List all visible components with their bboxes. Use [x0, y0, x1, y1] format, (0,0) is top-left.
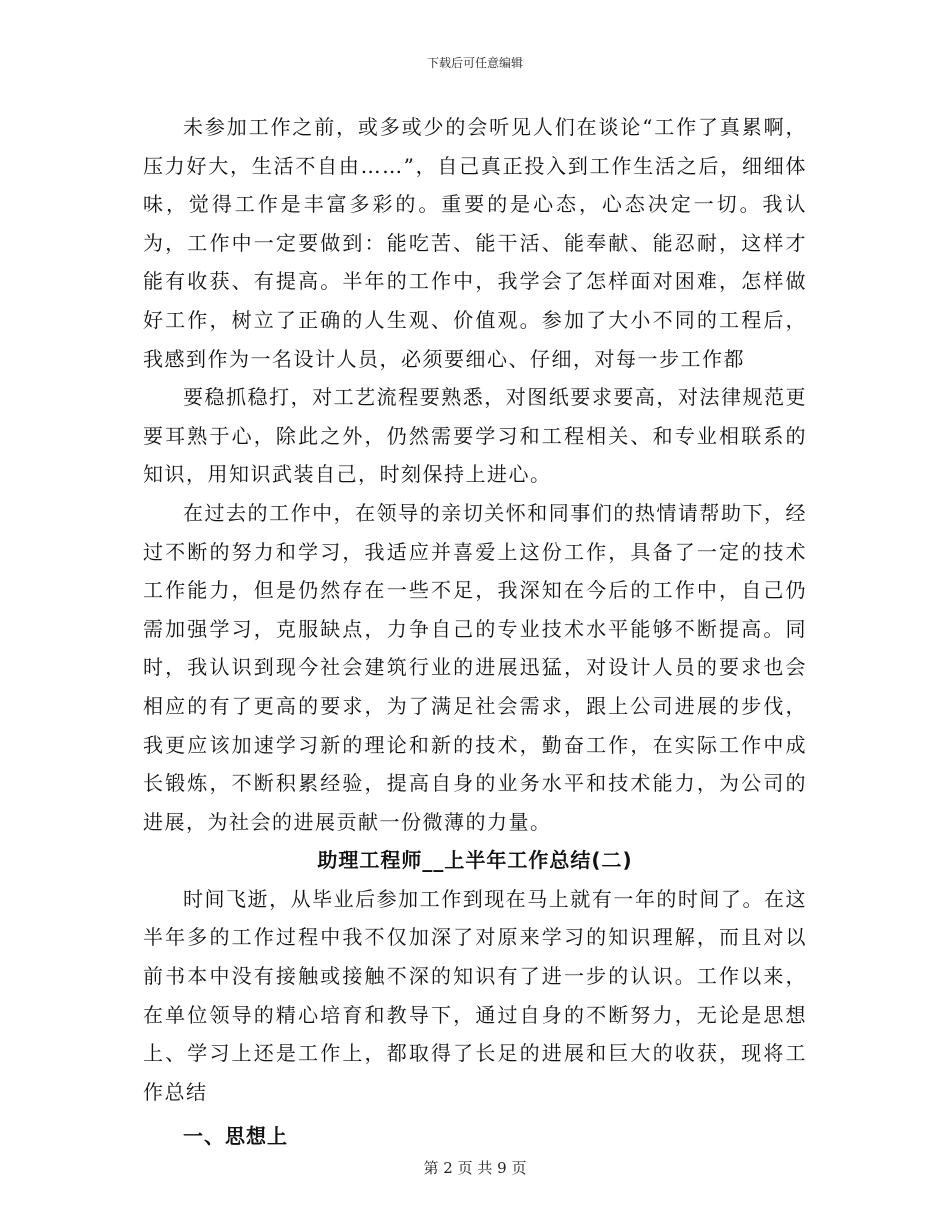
paragraph-3: 在过去的工作中，在领导的亲切关怀和同事们的热情请帮助下，经过不断的努力和学习，我适应并喜爱上这份工作，具备了一定的技术工作能力，但是仍然存在一些不足，我深知在今后的工作中，自己仍需加强学习，克服缺点，力争自己的专业技术水平能够不断提高。同时，我认识到现今社会建筑行业的进展迅猛，对设计人员的要求也会相应的有了更高的要求，为了满足社会需求，跟上公司进展的步伐，我更应该加速学习新的理论和新的技术，勤奋工作，在实际工作中成长锻炼，不断积累经验，提高自身的业务水平和技术能力，为公司的进展，为社会的进展贡献一份微薄的力量。 — [143, 500, 807, 834]
page-header: 下载后可任意编辑 — [426, 56, 523, 70]
paragraph-1: 未参加工作之前，或多或少的会听见人们在谈论“工作了真累啊，压力好大，生活不自由……”，自己真正投入到工作生活之后，细细体味，觉得工作是丰富多彩的。重要的是心态，心态决定一切。我认为，工作中一定要做到：能吃苦、能干活、能奉献、能忍耐，这样才能有收获、有提高。半年的工作中，我学会了怎样面对困难，怎样做好工作，树立了正确的人生观、价值观。参加了大小不同的工程后，我感到作为一名设计人员，必须要细心、仔细，对每一步工作都 — [143, 115, 807, 371]
paragraph-2: 要稳抓稳打，对工艺流程要熟悉，对图纸要求要高，对法律规范更要耳熟于心，除此之外，仍然需要学习和工程相关、和专业相联系的知识，用知识武装自己，时刻保持上进心。 — [143, 385, 807, 487]
section-paragraph: 时间飞逝，从毕业后参加工作到现在马上就有一年的时间了。在这半年多的工作过程中我不仅加深了对原来学习的知识理解，而且对以前书本中没有接触或接触不深的知识有了进一步的认识。工作以来，在单位领导的精心培育和教导下，通过自身的不断努力，无论是思想上、学习上还是工作上，都取得了长足的进展和巨大的收获，现将工作总结 — [143, 886, 807, 1104]
subheading: 一、思想上 — [183, 1124, 288, 1149]
page-footer: 第 2 页 共 9 页 — [423, 1159, 527, 1177]
section-title: 助理工程师__上半年工作总结(二) — [317, 848, 633, 873]
document-body — [143, 108, 807, 1156]
